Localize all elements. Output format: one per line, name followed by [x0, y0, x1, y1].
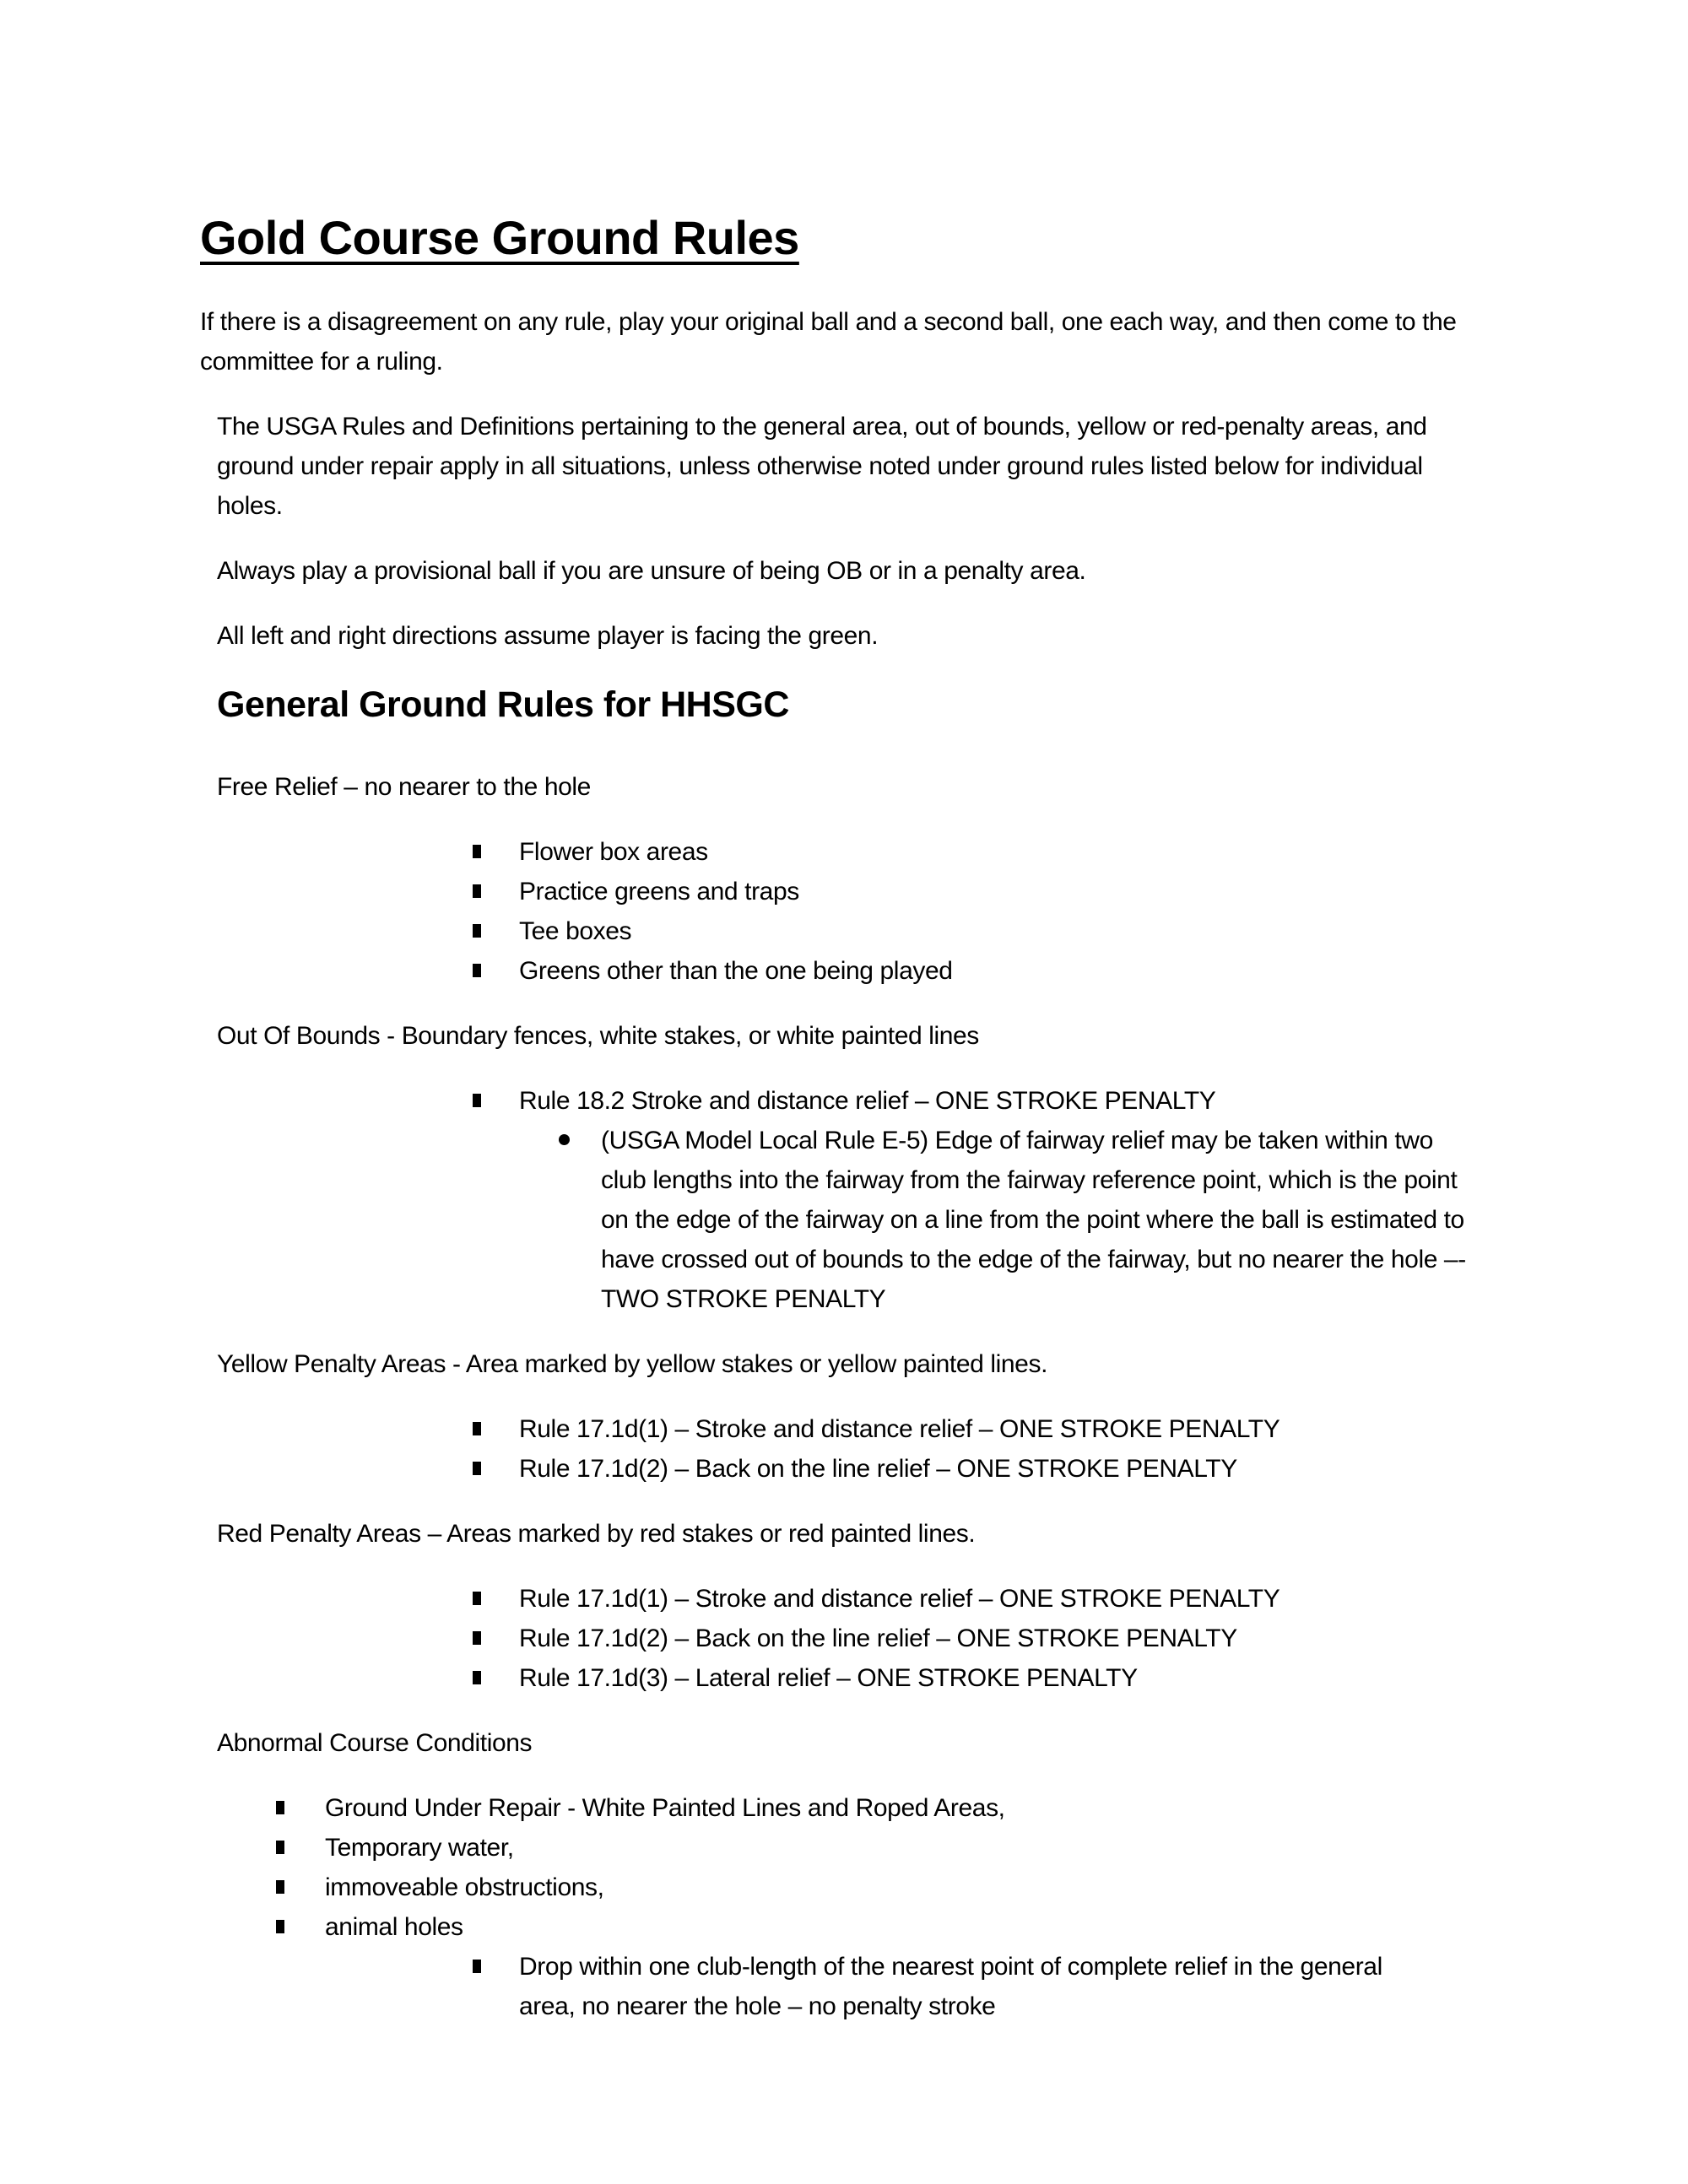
- square-bullet-icon: [473, 845, 481, 858]
- free-relief-heading: Free Relief – no nearer to the hole: [217, 773, 591, 801]
- list-item: [217, 1579, 1494, 1619]
- square-bullet-icon: [473, 924, 481, 938]
- list-item-label: immoveable obstructions,: [325, 1873, 604, 1901]
- list-item: [217, 1868, 1494, 1907]
- intro-paragraph-provisional: Always play a provisional ball if you are unsure of being OB or in a penalty area.: [217, 557, 1086, 585]
- list-item-label: Rule 17.1d(2) – Back on the line relief – ONE STROKE PENALTY: [519, 1624, 1237, 1652]
- yellow-penalty-heading: Yellow Penalty Areas - Area marked by yellow stakes or yellow painted lines.: [217, 1350, 1048, 1378]
- list-item: [217, 1081, 1494, 1121]
- list-item-label: (USGA Model Local Rule E-5) Edge of fairway relief may be taken within two club lengths into the fairway from the fairway reference point, which is the point on the edge of the fairway on a line from the point where the ball is estimated to have crossed out of bounds to the edge of the fairway, but no nearer the hole –- TWO STROKE PENALTY: [601, 1127, 1466, 1313]
- list-item: [217, 1449, 1494, 1489]
- square-bullet-icon: [473, 1462, 481, 1475]
- document-title: Gold Course Ground Rules: [200, 211, 799, 264]
- list-item: [217, 1409, 1494, 1449]
- square-bullet-icon: [473, 964, 481, 977]
- square-bullet-icon: [276, 1880, 284, 1894]
- list-item: [217, 1121, 1494, 1319]
- square-bullet-icon: [473, 1631, 481, 1645]
- section-heading-general-ground-rules: General Ground Rules for HHSGC: [217, 684, 789, 725]
- yellow-penalty-list: [217, 1409, 1494, 1489]
- square-bullet-icon: [276, 1920, 284, 1933]
- list-item-label: Tee boxes: [519, 917, 632, 945]
- list-item-label: Rule 17.1d(1) – Stroke and distance relief – ONE STROKE PENALTY: [519, 1585, 1280, 1613]
- intro-paragraph-usga: The USGA Rules and Definitions pertaining to the general area, out of bounds, yellow or red-penalty areas, and ground under repair apply in all situations, unless otherwise noted under ground rules listed below for individual holes.: [217, 413, 1427, 520]
- list-item-label: Flower box areas: [519, 838, 708, 866]
- list-item: [217, 1947, 1494, 2026]
- list-item: [217, 1658, 1494, 1698]
- list-item-label: Rule 17.1d(3) – Lateral relief – ONE STROKE PENALTY: [519, 1664, 1138, 1692]
- list-item: [217, 1907, 1494, 1947]
- list-item: [217, 872, 1494, 911]
- list-item-label: Temporary water,: [325, 1834, 514, 1862]
- list-item-label: Rule 18.2 Stroke and distance relief – ONE STROKE PENALTY: [519, 1087, 1216, 1115]
- list-item: [217, 832, 1494, 872]
- document-body: [217, 407, 1494, 2026]
- abnormal-conditions-heading: Abnormal Course Conditions: [217, 1729, 533, 1757]
- square-bullet-icon: [473, 1094, 481, 1107]
- list-item-label: Drop within one club-length of the nearest point of complete relief in the general area, no nearer the hole – no penalty stroke: [519, 1953, 1382, 2020]
- intro-paragraph-directions: All left and right directions assume player is facing the green.: [217, 622, 879, 650]
- list-item-label: Greens other than the one being played: [519, 957, 953, 985]
- square-bullet-icon: [473, 1671, 481, 1684]
- abnormal-conditions-list: [217, 1788, 1494, 2026]
- intro-paragraph-disagreement: If there is a disagreement on any rule, play your original ball and a second ball, one each way, and then come to the committee for a ruling.: [200, 308, 1457, 376]
- list-item-label: Rule 17.1d(2) – Back on the line relief – ONE STROKE PENALTY: [519, 1455, 1237, 1483]
- square-bullet-icon: [473, 1960, 481, 1973]
- out-of-bounds-heading: Out Of Bounds - Boundary fences, white stakes, or white painted lines: [217, 1022, 979, 1050]
- square-bullet-icon: [473, 1422, 481, 1435]
- square-bullet-icon: [276, 1801, 284, 1814]
- list-item: [217, 1619, 1494, 1658]
- list-item: [217, 1828, 1494, 1868]
- list-item: [217, 1788, 1494, 1828]
- red-penalty-heading: Red Penalty Areas – Areas marked by red stakes or red painted lines.: [217, 1520, 976, 1548]
- red-penalty-list: [217, 1579, 1494, 1698]
- out-of-bounds-list: [217, 1081, 1494, 1319]
- square-bullet-icon: [473, 884, 481, 898]
- list-item: [217, 951, 1494, 991]
- list-item-label: Rule 17.1d(1) – Stroke and distance relief – ONE STROKE PENALTY: [519, 1415, 1280, 1443]
- square-bullet-icon: [276, 1841, 284, 1854]
- list-item-label: animal holes: [325, 1913, 463, 1941]
- round-bullet-icon: [559, 1134, 570, 1145]
- list-item-label: Ground Under Repair - White Painted Lines and Roped Areas,: [325, 1794, 1005, 1822]
- list-item: [217, 911, 1494, 951]
- list-item-label: Practice greens and traps: [519, 878, 799, 905]
- free-relief-list: [217, 832, 1494, 991]
- square-bullet-icon: [473, 1592, 481, 1605]
